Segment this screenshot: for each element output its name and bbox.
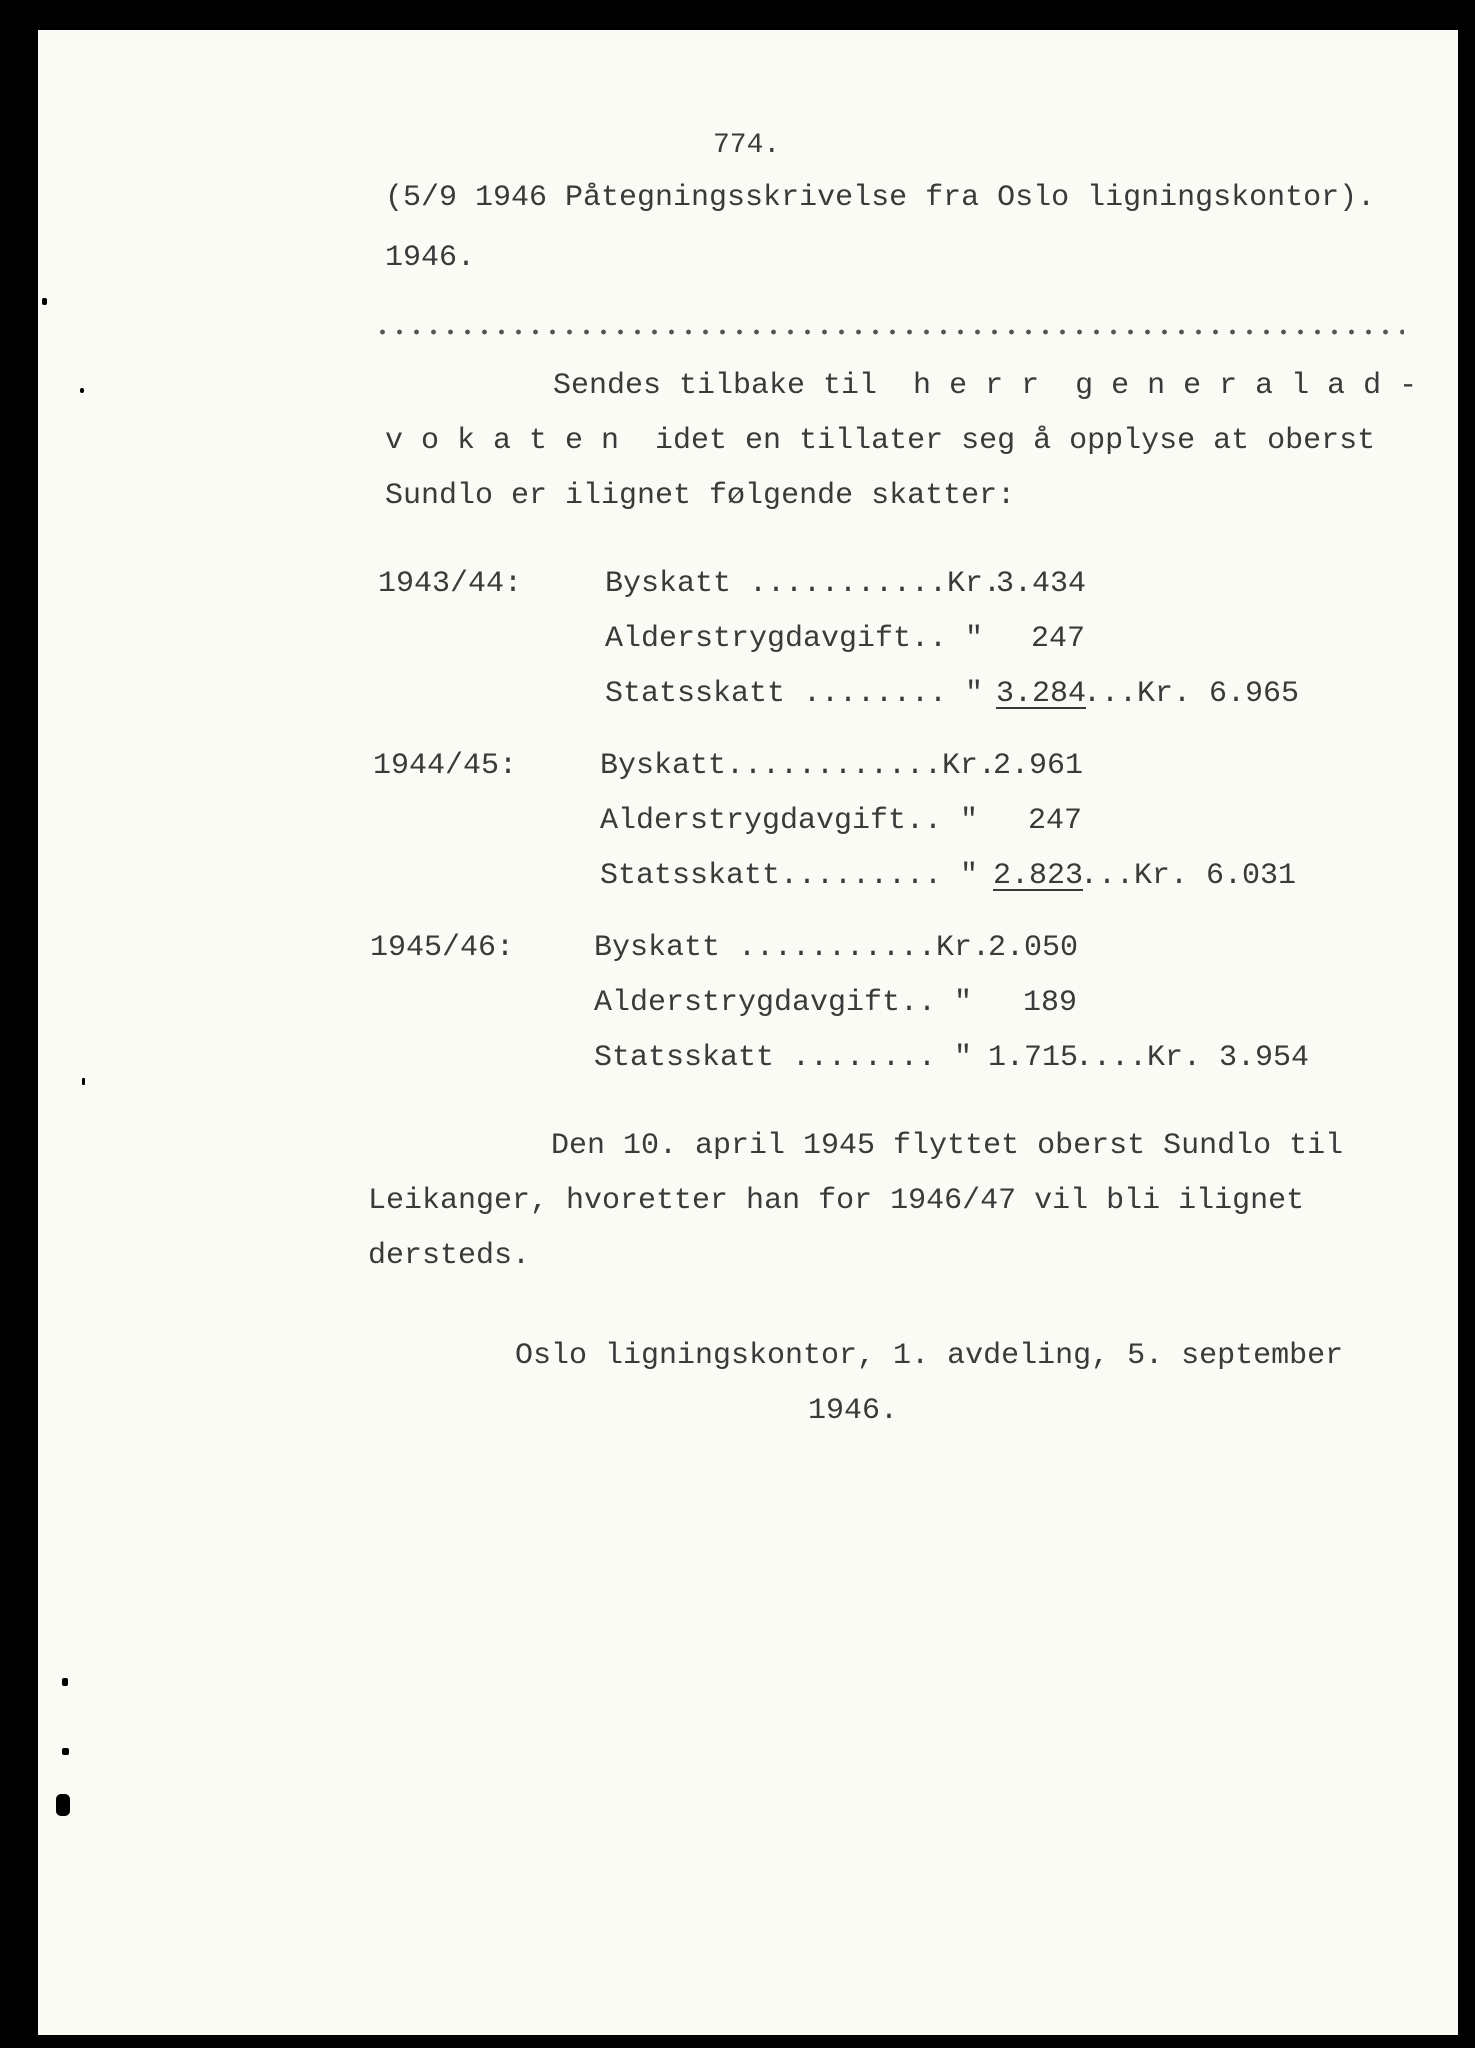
year-line: 1946. [385,241,476,275]
dotted-separator [374,328,1404,336]
tax-row-amount: 1.715 [988,1041,1079,1075]
tax-row-label: Statsskatt ........ " [605,677,984,711]
tax-row-amount: 247 [1031,622,1086,656]
margin-mark [82,1078,85,1085]
tax-row-label: Alderstrygdavgift.. " [600,804,979,838]
tax-period: 1943/44: [378,567,523,601]
margin-mark [62,1748,69,1755]
tax-row-label: Byskatt ...........Kr. [594,931,991,965]
tax-period: 1945/46: [370,931,515,965]
tax-row-label: Alderstrygdavgift.. " [605,622,984,656]
tax-period: 1944/45: [373,749,518,783]
intro-line-3: Sundlo er ilignet følgende skatter: [385,479,1016,513]
tax-row-label: Alderstrygdavgift.. " [594,986,973,1020]
tax-row-amount: 3.434 [996,567,1087,601]
tax-row-amount: 3.284 [996,677,1087,711]
tax-row-amount: 2.050 [988,931,1079,965]
tax-row-amount: 189 [1023,986,1078,1020]
closing-line-3: dersteds. [368,1239,531,1273]
intro-line-1: Sendes tilbake til h e r r g e n e r a l a d - [553,369,1418,403]
tax-row-total: ...Kr. 6.031 [1080,859,1297,893]
tax-row-total: ....Kr. 3.954 [1075,1041,1310,1075]
margin-mark [80,388,84,393]
tax-row-amount: 2.961 [993,749,1084,783]
closing-line-2: Leikanger, hvoretter han for 1946/47 vil bli ilignet [368,1184,1305,1218]
tax-row-amount: 247 [1028,804,1083,838]
tax-row-label: Byskatt............Kr. [600,749,997,783]
page-number: 774. [713,130,781,161]
tax-row-label: Byskatt ...........Kr. [605,567,1002,601]
margin-mark [56,1794,70,1816]
document-page [38,30,1458,2035]
closing-line-1: Den 10. april 1945 flyttet oberst Sundlo til [551,1129,1344,1163]
margin-mark [62,1678,68,1686]
tax-row-label: Statsskatt ........ " [594,1041,973,1075]
tax-row-total: ...Kr. 6.965 [1083,677,1300,711]
signature-line-2: 1946. [808,1394,899,1428]
document-title: (5/9 1946 Påtegningsskrivelse fra Oslo ligningskontor). [385,181,1376,215]
intro-line-2: v o k a t e n idet en tillater seg å opplyse at oberst [385,424,1376,458]
tax-row-label: Statsskatt......... " [600,859,979,893]
tax-row-amount: 2.823 [993,859,1084,893]
margin-mark [42,298,47,305]
signature-line-1: Oslo ligningskontor, 1. avdeling, 5. september [515,1339,1344,1373]
